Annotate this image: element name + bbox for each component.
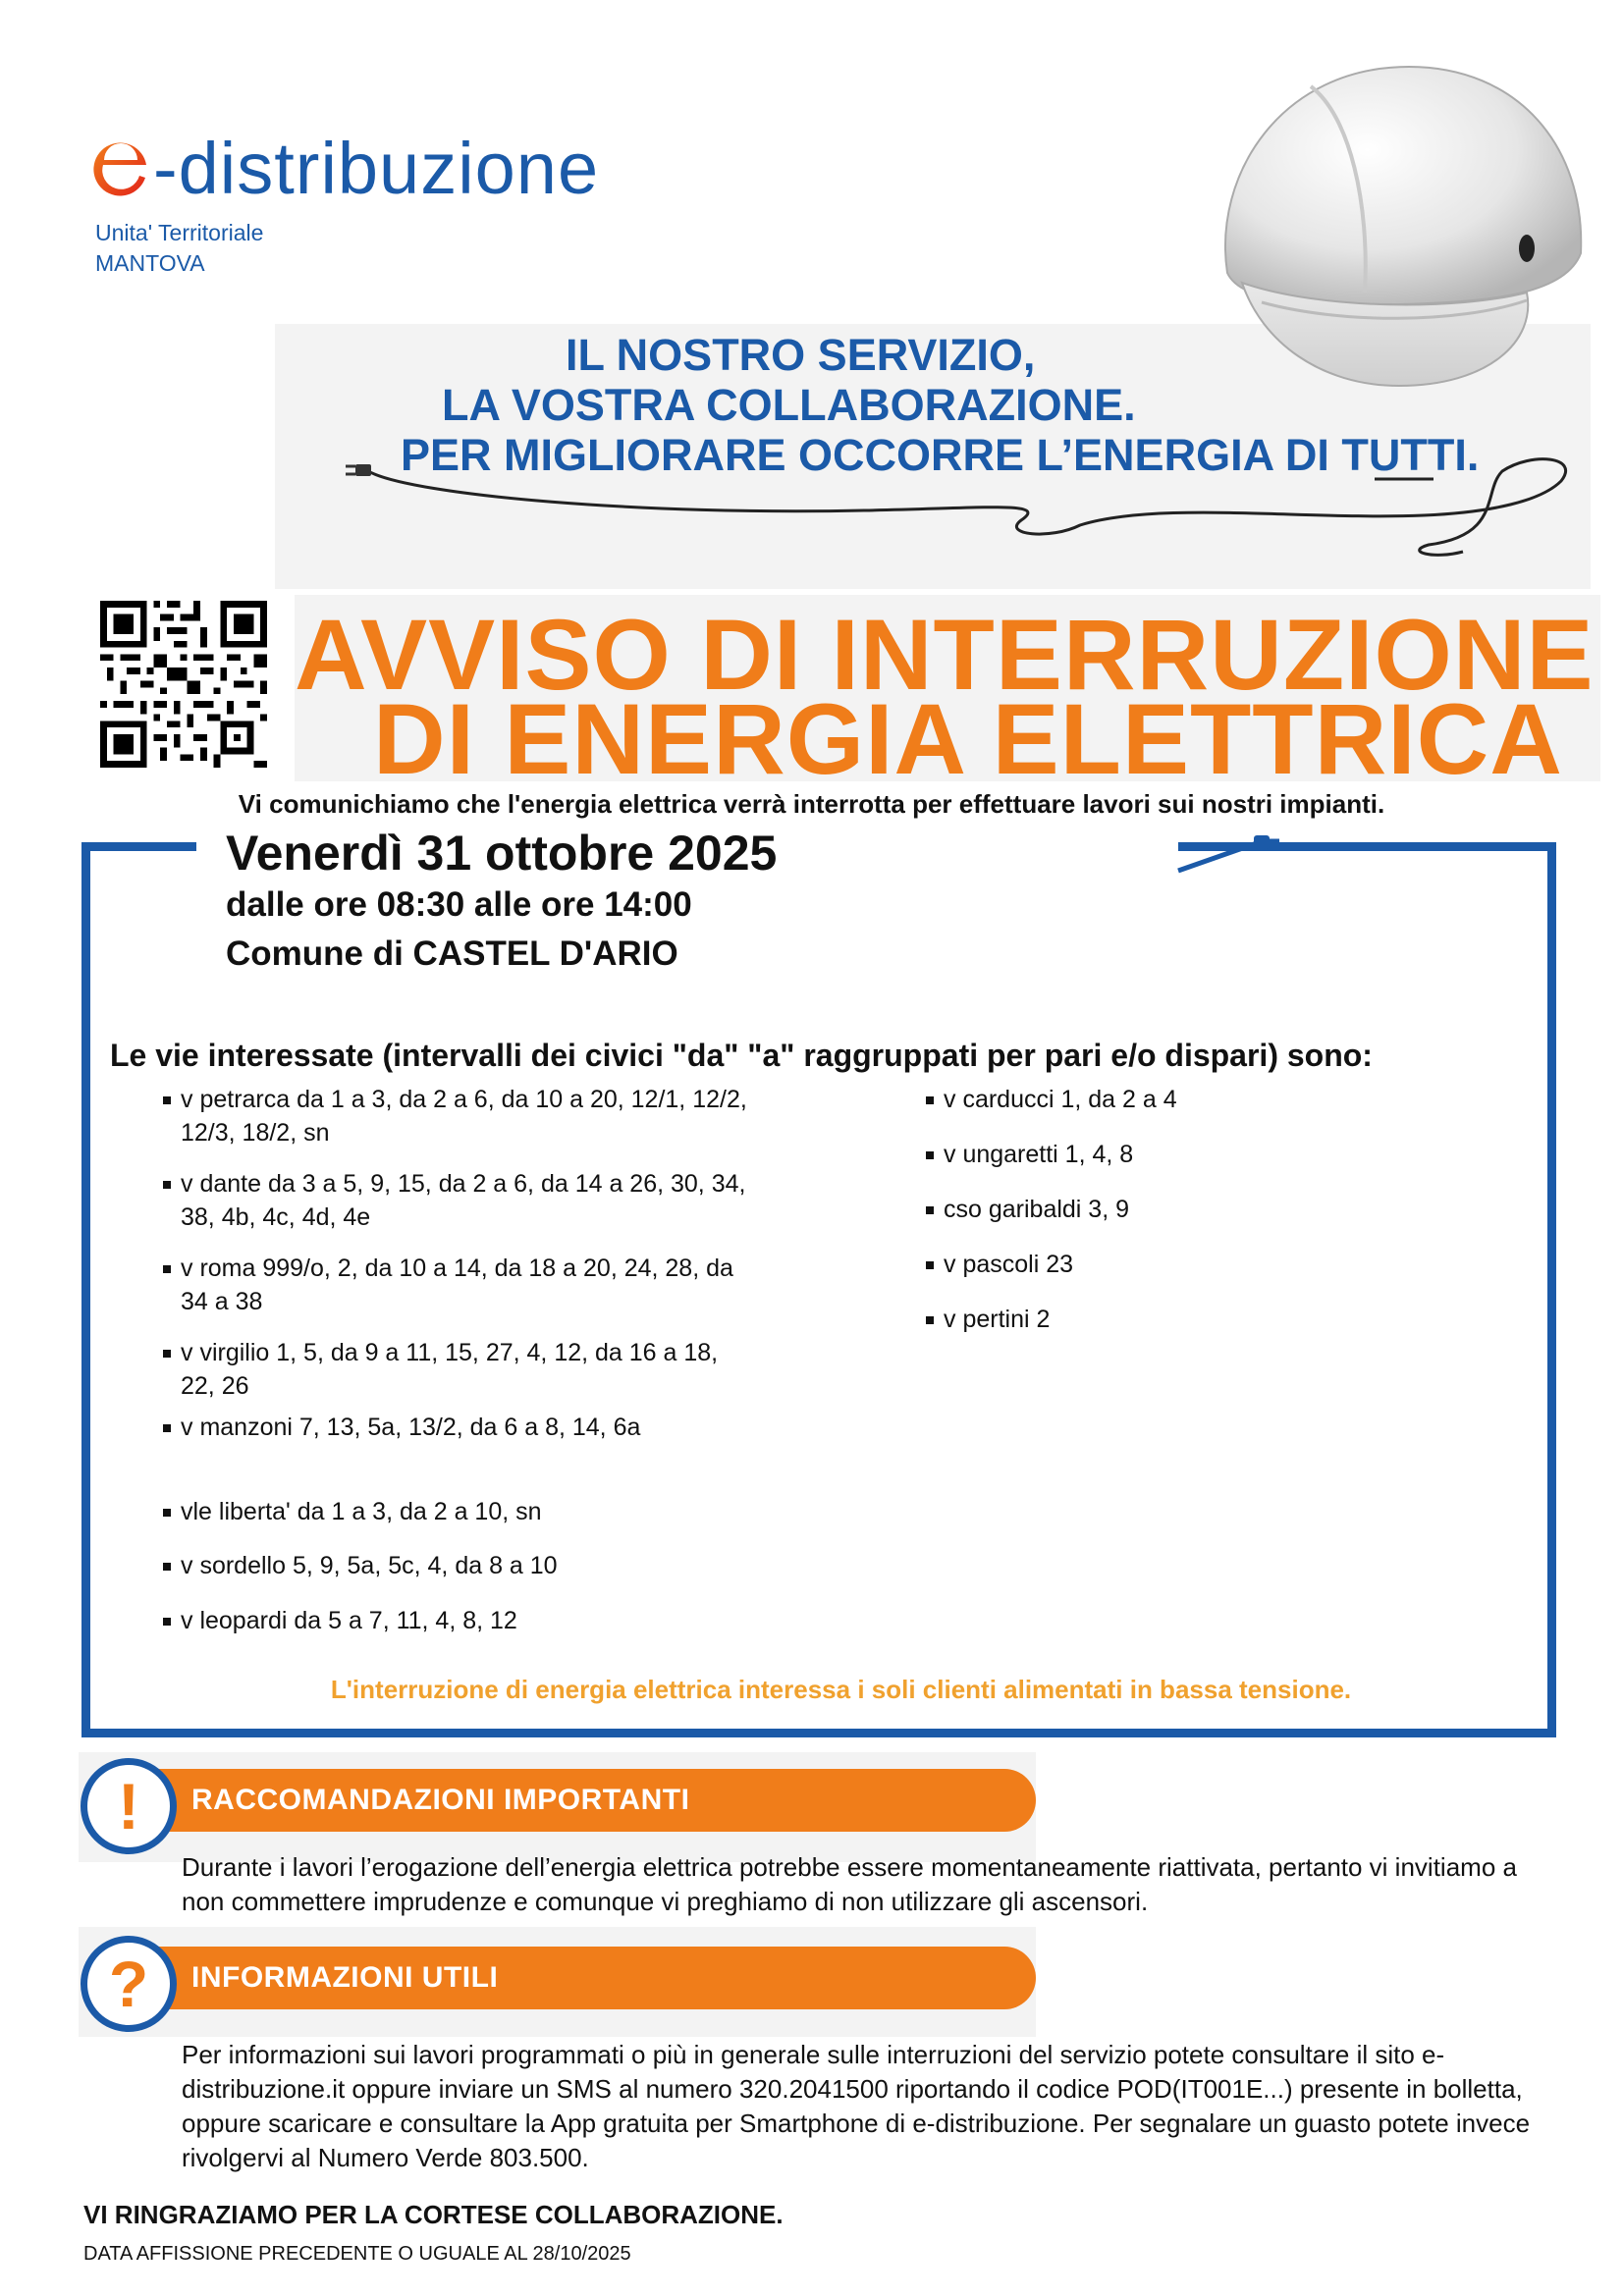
- slogan-line-1: IL NOSTRO SERVIZIO,: [566, 330, 1036, 380]
- interruption-hours: dalle ore 08:30 alle ore 14:00: [226, 885, 692, 924]
- slogan-line-2: LA VOSTRA COLLABORAZIONE.: [442, 380, 1136, 430]
- street-text: cso garibaldi 3, 9: [944, 1196, 1130, 1223]
- exclamation-icon: !: [81, 1758, 177, 1854]
- low-voltage-note: L'interruzione di energia elettrica interessa i soli clienti alimentati in bassa tensione.: [330, 1675, 1352, 1704]
- company-logo: [90, 130, 599, 208]
- territorial-unit: [95, 218, 263, 279]
- list-item: [163, 1604, 752, 1637]
- street-text: v ungaretti 1, 4, 8: [944, 1141, 1134, 1168]
- thanks-text: VI RINGRAZIAMO PER LA CORTESE COLLABORAZIONE.: [83, 2200, 784, 2229]
- street-text: v pascoli 23: [944, 1251, 1074, 1278]
- list-item: [163, 1495, 752, 1528]
- recommendations-header: [79, 1752, 1036, 1862]
- street-text: v pertini 2: [944, 1306, 1051, 1333]
- list-item: [926, 1248, 1515, 1281]
- slogan-line-3: PER MIGLIORARE OCCORRE L’ENERGIA DI TUTTI.: [401, 430, 1480, 480]
- list-item: [163, 1336, 752, 1403]
- posting-date: DATA AFFISSIONE PRECEDENTE O UGUALE AL 28/10/2025: [83, 2243, 631, 2265]
- notice-headline: [295, 595, 1600, 795]
- list-item: [926, 1193, 1515, 1226]
- interruption-date: Venerdì 31 ottobre 2025: [226, 826, 778, 881]
- list-item: [163, 1167, 752, 1234]
- list-item: [926, 1138, 1515, 1171]
- street-text: v sordello 5, 9, 5a, 5c, 4, da 8 a 10: [181, 1552, 558, 1579]
- headline-line-1: AVVISO DI INTERRUZIONE: [295, 599, 1595, 711]
- list-item: [163, 1549, 752, 1582]
- qr-code-icon: [100, 601, 267, 768]
- streets-left-column: [163, 1083, 772, 1642]
- screwdriver-icon: [1173, 829, 1281, 879]
- list-item: [926, 1303, 1515, 1336]
- list-item: [926, 1083, 1515, 1116]
- info-header: [79, 1927, 1036, 2037]
- unit-line-1: Unita' Territoriale: [95, 220, 264, 245]
- street-text: v dante da 3 a 5, 9, 15, da 2 a 6, da 14 a 26, 30, 34, 38, 4b, 4c, 4d, 4e: [181, 1170, 746, 1231]
- recommendations-title: RACCOMANDAZIONI IMPORTANTI: [137, 1769, 1036, 1832]
- info-text: Per informazioni sui lavori programmati o più in generale sulle interruzioni del servizio potete consultare il sito e-distribuzione.it oppure inviare un SMS al numero 320.2041500 riportando il codice POD(IT001E...) presente in bolletta, oppure scaricare e consultare la App gratuita per Smartphone di e-distribuzione. Per segnalare un guasto potete invece rivolgervi al Numero Verde 803.500.: [182, 2040, 1531, 2172]
- streets-title: Le vie interessate (intervalli dei civici "da" "a" raggruppati per pari e/o dispari) sono:: [110, 1038, 1373, 1073]
- info-title: INFORMAZIONI UTILI: [137, 1947, 1036, 2009]
- e-logo-icon: [90, 138, 151, 199]
- list-item: [163, 1252, 752, 1318]
- logo-text: -distribuzione: [153, 128, 600, 209]
- unit-line-2: MANTOVA: [95, 250, 205, 276]
- list-item: [163, 1083, 752, 1149]
- street-text: v carducci 1, da 2 a 4: [944, 1086, 1177, 1113]
- municipality: Comune di CASTEL D'ARIO: [226, 934, 678, 973]
- street-text: v petrarca da 1 a 3, da 2 a 6, da 10 a 20, 12/1, 12/2, 12/3, 18/2, sn: [181, 1086, 747, 1147]
- intro-text: Vi comunichiamo che l'energia elettrica verrà interrotta per effettuare lavori sui nostri impianti.: [238, 789, 1385, 819]
- street-text: v manzoni 7, 13, 5a, 13/2, da 6 a 8, 14, 6a: [181, 1414, 641, 1441]
- helmet-icon: [1203, 47, 1596, 400]
- question-icon: ?: [81, 1936, 177, 2032]
- street-text: v virgilio 1, 5, da 9 a 11, 15, 27, 4, 12, da 16 a 18, 22, 26: [181, 1339, 719, 1400]
- streets-right-column: [926, 1083, 1476, 1338]
- street-text: v leopardi da 5 a 7, 11, 4, 8, 12: [181, 1607, 517, 1634]
- recommendations-text: Durante i lavori l’erogazione dell’energia elettrica potrebbe essere momentaneamente riattivata, pertanto vi invitiamo a non commettere imprudenze e comunque vi preghiamo di non utilizzare gli ascensori.: [182, 1852, 1517, 1916]
- list-item: [163, 1411, 752, 1444]
- street-text: vle liberta' da 1 a 3, da 2 a 10, sn: [181, 1498, 542, 1525]
- street-text: v roma 999/o, 2, da 10 a 14, da 18 a 20, 24, 28, da 34 a 38: [181, 1255, 733, 1315]
- headline-line-2: DI ENERGIA ELETTRICA: [373, 683, 1563, 795]
